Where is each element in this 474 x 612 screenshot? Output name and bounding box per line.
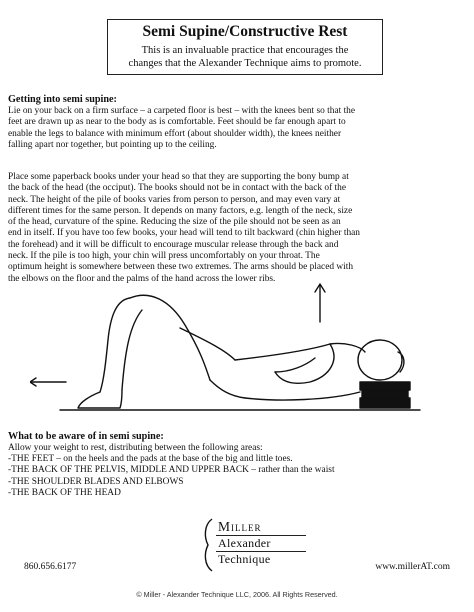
paragraph-line: the forehead) and it will be difficult to encourage muscular release through the back and [8, 239, 339, 250]
paragraph-getting-into [8, 106, 465, 151]
subtitle-line-2: changes that the Alexander Technique aims to promote. [128, 57, 362, 69]
logo-line-technique: Technique [218, 552, 271, 566]
paragraph-line: feet are drawn up as near to the body as is comfortable. Feet should be far enough apart to [8, 117, 346, 128]
paragraph-line: different times for the same person. It depends on many factors, e.g. length of the neck, size [8, 205, 353, 216]
paragraph-line: optimum height is somewhere between these two extremes. The arms should be placed with [8, 262, 354, 273]
paragraph-line: Place some paperback books under your head so that they are supporting the bony bump at [8, 172, 349, 182]
section-heading-getting-into: Getting into semi supine: [8, 94, 117, 105]
paragraph-line: of the head, curvature of the spine. Reducing the size of the pile should not be seen as an [8, 217, 341, 228]
paragraph-books [8, 172, 465, 285]
paragraph-line: Lie on your back on a firm surface – a carpeted floor is best – with the knees bent so that the [8, 106, 356, 116]
website-link[interactable]: www.millerAT.com [375, 562, 450, 572]
page-title: Semi Supine/Constructive Rest [142, 23, 348, 40]
list-item: -THE BACK OF THE PELVIS, MIDDLE AND UPPER BACK – rather than the waist [8, 465, 335, 476]
logo-line-alexander: Alexander [218, 536, 271, 550]
title-box [107, 19, 383, 75]
paragraph-line: falling apart nor together, but pointing up to the ceiling. [8, 139, 217, 150]
list-item: -THE SHOULDER BLADES AND ELBOWS [8, 476, 184, 487]
subtitle-line-1: This is an invaluable practice that encourages the [141, 45, 349, 56]
logo-line-miller: Miller [218, 519, 262, 534]
list-item: -THE FEET – on the heels and the pads at the base of the big and little toes. [8, 454, 293, 464]
paragraph-line: neck. The height of the pile of books varies from person to person, and may even vary at [8, 194, 341, 205]
paragraph-line: neck. If the pile is too high, your chin will press uncomfortably on your throat. The [8, 251, 320, 262]
company-logo [200, 517, 310, 577]
copyright-notice: © Miller - Alexander Technique LLC, 2006. All Rights Reserved. [136, 590, 338, 599]
section-heading-awareness: What to be aware of in semi supine: [8, 431, 164, 442]
paragraph-line: the back of the head (the occiput). The books should not be in contact with the back of the [8, 183, 347, 194]
list-item: -THE BACK OF THE HEAD [8, 487, 121, 498]
paragraph-line: the elbows on the floor and the palms of the hand across the lower ribs. [8, 273, 276, 284]
awareness-list [8, 454, 465, 499]
awareness-intro: Allow your weight to rest, distributing between the following areas: [8, 443, 263, 453]
phone-number: 860.656.6177 [24, 562, 77, 572]
paragraph-line: end in itself. If you have too few books, your head will tend to tilt backward (chin higher than [8, 228, 360, 239]
bracket-icon [200, 517, 214, 573]
paragraph-line: enable the legs to balance with minimum effort (about shoulder width), the knees neither [8, 128, 342, 139]
semi-supine-illustration [30, 280, 440, 420]
